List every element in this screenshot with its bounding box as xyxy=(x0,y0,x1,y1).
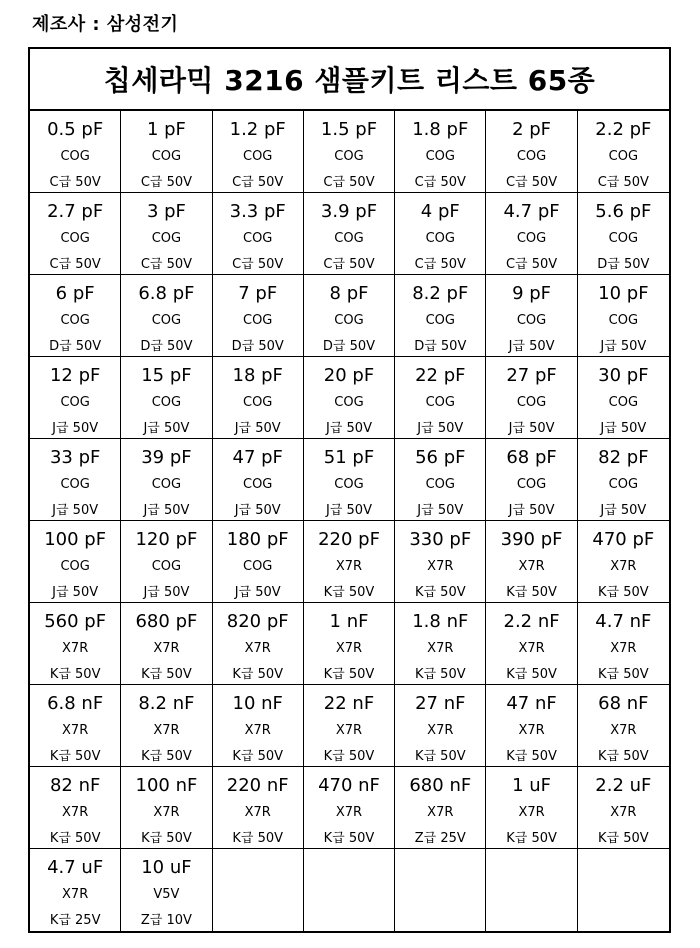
dielectric-type: X7R xyxy=(62,887,89,902)
dielectric-type: X7R xyxy=(62,723,89,738)
tolerance-voltage: K급 50V xyxy=(323,585,375,600)
capacitor-cell xyxy=(304,357,395,439)
empty-cell xyxy=(395,849,486,931)
dielectric-type: COG xyxy=(334,313,364,328)
dielectric-type: COG xyxy=(516,149,547,164)
capacitance-value: 12 pF xyxy=(49,365,101,386)
dielectric-type: COG xyxy=(243,477,273,492)
tolerance-voltage: K급 50V xyxy=(323,667,375,682)
dielectric-type: COG xyxy=(516,231,547,246)
capacitance-value: 3 pF xyxy=(146,201,186,222)
capacitance-value: 2.2 nF xyxy=(503,611,560,632)
capacitance-value: 470 nF xyxy=(318,775,380,796)
tolerance-voltage: C급 50V xyxy=(323,257,375,272)
capacitance-value: 8.2 nF xyxy=(138,693,195,714)
dielectric-type: X7R xyxy=(335,641,363,656)
dielectric-type: X7R xyxy=(518,723,545,738)
capacitor-cell xyxy=(30,275,121,357)
tolerance-voltage: K급 50V xyxy=(232,749,284,764)
tolerance-voltage: J급 50V xyxy=(600,421,647,436)
tolerance-voltage: C급 50V xyxy=(140,257,193,272)
capacitance-value: 330 pF xyxy=(409,529,472,550)
capacitor-cell xyxy=(486,275,577,357)
tolerance-voltage: J급 50V xyxy=(52,503,99,518)
tolerance-voltage: C급 50V xyxy=(597,175,649,190)
capacitance-value: 9 pF xyxy=(512,283,552,304)
dielectric-type: X7R xyxy=(427,723,454,738)
dielectric-type: COG xyxy=(60,313,90,328)
capacitor-cell xyxy=(395,521,486,603)
dielectric-type: COG xyxy=(425,313,455,328)
tolerance-voltage: J급 50V xyxy=(143,585,190,600)
capacitance-value: 680 nF xyxy=(409,775,472,796)
tolerance-voltage: J급 50V xyxy=(326,503,372,518)
dielectric-type: COG xyxy=(243,313,273,328)
tolerance-voltage: J급 50V xyxy=(326,421,372,436)
capacitor-cell xyxy=(395,275,486,357)
capacitance-value: 2 pF xyxy=(512,119,552,140)
capacitor-cell xyxy=(213,685,304,767)
capacitor-cell xyxy=(121,767,212,849)
capacitance-value: 100 pF xyxy=(44,529,107,550)
tolerance-voltage: K급 50V xyxy=(49,831,101,846)
tolerance-voltage: J급 50V xyxy=(508,503,555,518)
dielectric-type: COG xyxy=(608,477,639,492)
dielectric-type: X7R xyxy=(427,559,454,574)
capacitance-value: 7 pF xyxy=(238,283,278,304)
capacitance-value: 680 pF xyxy=(135,611,198,632)
tolerance-voltage: D급 50V xyxy=(140,339,193,354)
capacitance-value: 6 pF xyxy=(55,283,95,304)
capacitance-value: 18 pF xyxy=(232,365,283,386)
dielectric-type: COG xyxy=(243,231,273,246)
capacitor-cell xyxy=(213,111,304,193)
capacitance-value: 3.3 pF xyxy=(229,201,286,222)
capacitance-value: 4.7 pF xyxy=(503,201,560,222)
tolerance-voltage: J급 50V xyxy=(52,421,99,436)
capacitance-value: 100 nF xyxy=(135,775,198,796)
capacitor-cell xyxy=(578,603,669,685)
capacitor-cell xyxy=(213,767,304,849)
capacitor-cell xyxy=(30,603,121,685)
dielectric-type: COG xyxy=(151,477,182,492)
capacitance-value: 5.6 pF xyxy=(595,201,652,222)
tolerance-voltage: C급 50V xyxy=(49,175,101,190)
tolerance-voltage: J급 50V xyxy=(508,421,555,436)
capacitor-cell xyxy=(304,439,395,521)
capacitor-cell xyxy=(213,193,304,275)
capacitor-cell xyxy=(395,439,486,521)
capacitor-cell xyxy=(578,439,669,521)
dielectric-type: COG xyxy=(608,149,639,164)
capacitor-cell xyxy=(30,111,121,193)
capacitance-value: 220 pF xyxy=(318,529,380,550)
capacitor-cell xyxy=(486,521,577,603)
capacitor-cell xyxy=(395,193,486,275)
tolerance-voltage: K급 50V xyxy=(414,585,466,600)
capacitance-value: 1.8 nF xyxy=(412,611,469,632)
capacitor-cell xyxy=(30,849,121,931)
dielectric-type: X7R xyxy=(610,805,637,820)
capacitance-value: 68 pF xyxy=(506,447,557,468)
capacitor-cell xyxy=(578,521,669,603)
capacitor-cell xyxy=(213,275,304,357)
capacitor-cell xyxy=(30,193,121,275)
dielectric-type: V5V xyxy=(153,887,180,902)
dielectric-type: X7R xyxy=(153,723,180,738)
dielectric-type: COG xyxy=(334,477,364,492)
capacitance-value: 6.8 pF xyxy=(138,283,195,304)
tolerance-voltage: C급 50V xyxy=(414,257,466,272)
capacitance-value: 27 nF xyxy=(415,693,466,714)
capacitor-cell xyxy=(486,439,577,521)
capacitor-cell xyxy=(486,111,577,193)
tolerance-voltage: D급 50V xyxy=(414,339,467,354)
capacitor-cell xyxy=(121,357,212,439)
capacitor-cell xyxy=(30,521,121,603)
dielectric-type: COG xyxy=(516,313,547,328)
capacitor-cell xyxy=(30,767,121,849)
capacitance-value: 20 pF xyxy=(323,365,375,386)
capacitor-cell xyxy=(304,603,395,685)
capacitor-cell xyxy=(121,275,212,357)
capacitor-cell xyxy=(578,685,669,767)
tolerance-voltage: J급 50V xyxy=(417,421,464,436)
dielectric-type: X7R xyxy=(335,559,363,574)
capacitance-value: 820 pF xyxy=(226,611,289,632)
capacitance-value: 22 nF xyxy=(323,693,375,714)
tolerance-voltage: K급 50V xyxy=(49,749,101,764)
tolerance-voltage: J급 50V xyxy=(508,339,555,354)
dielectric-type: COG xyxy=(151,149,182,164)
capacitance-value: 30 pF xyxy=(598,365,649,386)
tolerance-voltage: K급 50V xyxy=(414,749,466,764)
capacitance-value: 220 nF xyxy=(226,775,289,796)
capacitance-value: 82 nF xyxy=(49,775,101,796)
capacitor-cell xyxy=(213,521,304,603)
dielectric-type: COG xyxy=(151,395,182,410)
tolerance-voltage: K급 50V xyxy=(506,749,557,764)
tolerance-voltage: K급 50V xyxy=(232,831,284,846)
capacitance-value: 82 pF xyxy=(598,447,649,468)
tolerance-voltage: C급 50V xyxy=(323,175,375,190)
tolerance-voltage: K급 50V xyxy=(598,749,649,764)
tolerance-voltage: K급 50V xyxy=(141,749,192,764)
dielectric-type: X7R xyxy=(427,805,454,820)
tolerance-voltage: J급 50V xyxy=(600,339,647,354)
tolerance-voltage: K급 25V xyxy=(49,913,101,928)
dielectric-type: COG xyxy=(60,559,90,574)
dielectric-type: X7R xyxy=(153,641,180,656)
capacitor-cell xyxy=(121,193,212,275)
capacitance-value: 2.2 uF xyxy=(595,775,652,796)
capacitor-cell xyxy=(395,111,486,193)
dielectric-type: X7R xyxy=(518,641,545,656)
dielectric-type: X7R xyxy=(244,723,271,738)
dielectric-type: X7R xyxy=(335,723,363,738)
tolerance-voltage: J급 50V xyxy=(600,503,647,518)
capacitance-value: 1.2 pF xyxy=(229,119,286,140)
dielectric-type: X7R xyxy=(335,805,363,820)
tolerance-voltage: K급 50V xyxy=(323,749,375,764)
dielectric-type: COG xyxy=(334,231,364,246)
capacitor-cell xyxy=(395,767,486,849)
dielectric-type: COG xyxy=(60,395,90,410)
tolerance-voltage: K급 50V xyxy=(598,585,649,600)
dielectric-type: COG xyxy=(608,231,639,246)
capacitance-value: 4.7 nF xyxy=(595,611,652,632)
tolerance-voltage: J급 50V xyxy=(234,503,281,518)
dielectric-type: X7R xyxy=(244,641,271,656)
dielectric-type: X7R xyxy=(427,641,454,656)
capacitance-value: 470 pF xyxy=(592,529,655,550)
capacitor-cell xyxy=(121,521,212,603)
dielectric-type: COG xyxy=(425,149,455,164)
capacitance-value: 56 pF xyxy=(415,447,466,468)
capacitor-cell xyxy=(121,685,212,767)
capacitance-value: 51 pF xyxy=(323,447,375,468)
tolerance-voltage: D급 50V xyxy=(49,339,102,354)
tolerance-voltage: K급 50V xyxy=(141,667,192,682)
tolerance-voltage: Z급 25V xyxy=(414,831,466,846)
capacitor-cell xyxy=(578,111,669,193)
dielectric-type: COG xyxy=(151,313,182,328)
capacitance-value: 1.5 pF xyxy=(320,119,378,140)
capacitance-value: 47 pF xyxy=(232,447,283,468)
capacitor-cell xyxy=(304,275,395,357)
capacitance-value: 560 pF xyxy=(44,611,107,632)
tolerance-voltage: J급 50V xyxy=(143,503,190,518)
capacitance-value: 1 uF xyxy=(512,775,552,796)
capacitance-value: 10 pF xyxy=(598,283,649,304)
capacitor-cell xyxy=(486,357,577,439)
dielectric-type: COG xyxy=(334,149,364,164)
capacitance-value: 2.2 pF xyxy=(595,119,652,140)
tolerance-voltage: K급 50V xyxy=(506,667,557,682)
tolerance-voltage: C급 50V xyxy=(414,175,466,190)
capacitor-cell xyxy=(578,193,669,275)
capacitor-cell xyxy=(395,357,486,439)
capacitor-cell xyxy=(121,849,212,931)
tolerance-voltage: K급 50V xyxy=(232,667,284,682)
tolerance-voltage: K급 50V xyxy=(506,585,557,600)
capacitance-value: 33 pF xyxy=(49,447,101,468)
capacitance-value: 2.7 pF xyxy=(47,201,104,222)
tolerance-voltage: K급 50V xyxy=(141,831,192,846)
empty-cell xyxy=(486,849,577,931)
capacitor-cell xyxy=(213,357,304,439)
capacitance-value: 4 pF xyxy=(420,201,460,222)
capacitance-value: 390 pF xyxy=(500,529,563,550)
tolerance-voltage: C급 50V xyxy=(505,257,558,272)
capacitance-value: 10 uF xyxy=(141,857,192,878)
capacitor-cell xyxy=(121,111,212,193)
empty-cell xyxy=(578,849,669,931)
capacitor-cell xyxy=(486,193,577,275)
tolerance-voltage: K급 50V xyxy=(414,667,466,682)
dielectric-type: COG xyxy=(516,477,547,492)
tolerance-voltage: J급 50V xyxy=(52,585,99,600)
dielectric-type: X7R xyxy=(518,805,545,820)
dielectric-type: X7R xyxy=(610,641,637,656)
sample-kit-table xyxy=(28,47,671,933)
manufacturer-label: 제조사 : 삼성전기 xyxy=(32,14,179,35)
page-title: 칩세라믹 3216 샘플키트 리스트 65종 xyxy=(30,49,669,111)
capacitance-value: 3.9 pF xyxy=(320,201,378,222)
dielectric-type: X7R xyxy=(610,559,637,574)
tolerance-voltage: C급 50V xyxy=(49,257,101,272)
dielectric-type: COG xyxy=(243,395,273,410)
capacitance-value: 120 pF xyxy=(135,529,198,550)
capacitance-value: 68 nF xyxy=(598,693,649,714)
capacitor-cell xyxy=(304,521,395,603)
tolerance-voltage: J급 50V xyxy=(417,503,464,518)
dielectric-type: COG xyxy=(60,477,90,492)
tolerance-voltage: C급 50V xyxy=(232,257,284,272)
dielectric-type: COG xyxy=(608,313,639,328)
capacitor-cell xyxy=(213,603,304,685)
capacitance-value: 47 nF xyxy=(506,693,557,714)
capacitance-value: 27 pF xyxy=(506,365,557,386)
capacitor-cell xyxy=(304,685,395,767)
capacitor-cell xyxy=(304,193,395,275)
capacitor-cell xyxy=(30,439,121,521)
capacitor-cell xyxy=(578,767,669,849)
dielectric-type: COG xyxy=(243,559,273,574)
capacitor-cell xyxy=(486,685,577,767)
dielectric-type: COG xyxy=(60,231,90,246)
capacitor-cell xyxy=(395,603,486,685)
capacitance-value: 1.8 pF xyxy=(412,119,469,140)
tolerance-voltage: K급 50V xyxy=(506,831,557,846)
capacitance-value: 22 pF xyxy=(415,365,466,386)
tolerance-voltage: K급 50V xyxy=(323,831,375,846)
tolerance-voltage: Z급 10V xyxy=(140,913,192,928)
tolerance-voltage: C급 50V xyxy=(140,175,193,190)
capacitor-cell xyxy=(578,275,669,357)
capacitor-cell xyxy=(486,767,577,849)
tolerance-voltage: D급 50V xyxy=(322,339,376,354)
tolerance-voltage: C급 50V xyxy=(505,175,558,190)
dielectric-type: X7R xyxy=(62,641,89,656)
capacitor-grid xyxy=(30,111,669,931)
empty-cell xyxy=(304,849,395,931)
dielectric-type: COG xyxy=(425,395,455,410)
dielectric-type: X7R xyxy=(610,723,637,738)
capacitance-value: 8.2 pF xyxy=(412,283,469,304)
dielectric-type: COG xyxy=(60,149,90,164)
tolerance-voltage: J급 50V xyxy=(234,421,281,436)
capacitor-cell xyxy=(213,439,304,521)
dielectric-type: COG xyxy=(425,231,455,246)
capacitor-cell xyxy=(121,603,212,685)
capacitance-value: 10 nF xyxy=(232,693,283,714)
tolerance-voltage: D급 50V xyxy=(231,339,284,354)
dielectric-type: COG xyxy=(151,231,182,246)
capacitor-cell xyxy=(30,357,121,439)
capacitor-cell xyxy=(304,767,395,849)
capacitance-value: 6.8 nF xyxy=(47,693,104,714)
tolerance-voltage: J급 50V xyxy=(234,585,281,600)
tolerance-voltage: J급 50V xyxy=(143,421,190,436)
capacitance-value: 1 pF xyxy=(146,119,186,140)
tolerance-voltage: K급 50V xyxy=(598,667,649,682)
dielectric-type: COG xyxy=(608,395,639,410)
tolerance-voltage: C급 50V xyxy=(232,175,284,190)
capacitor-cell xyxy=(121,439,212,521)
capacitor-cell xyxy=(578,357,669,439)
capacitance-value: 39 pF xyxy=(141,447,192,468)
dielectric-type: X7R xyxy=(518,559,545,574)
dielectric-type: COG xyxy=(516,395,547,410)
dielectric-type: COG xyxy=(151,559,182,574)
capacitance-value: 8 pF xyxy=(329,283,369,304)
capacitor-cell xyxy=(30,685,121,767)
capacitance-value: 0.5 pF xyxy=(47,119,104,140)
tolerance-voltage: K급 50V xyxy=(598,831,649,846)
dielectric-type: X7R xyxy=(62,805,89,820)
tolerance-voltage: D급 50V xyxy=(597,257,650,272)
capacitance-value: 15 pF xyxy=(141,365,192,386)
empty-cell xyxy=(213,849,304,931)
capacitor-cell xyxy=(304,111,395,193)
capacitance-value: 4.7 uF xyxy=(47,857,104,878)
dielectric-type: COG xyxy=(334,395,364,410)
capacitance-value: 180 pF xyxy=(226,529,289,550)
capacitor-cell xyxy=(486,603,577,685)
dielectric-type: COG xyxy=(243,149,273,164)
capacitor-cell xyxy=(395,685,486,767)
dielectric-type: X7R xyxy=(244,805,271,820)
capacitance-value: 1 nF xyxy=(329,611,369,632)
dielectric-type: COG xyxy=(425,477,455,492)
dielectric-type: X7R xyxy=(153,805,180,820)
tolerance-voltage: K급 50V xyxy=(49,667,101,682)
